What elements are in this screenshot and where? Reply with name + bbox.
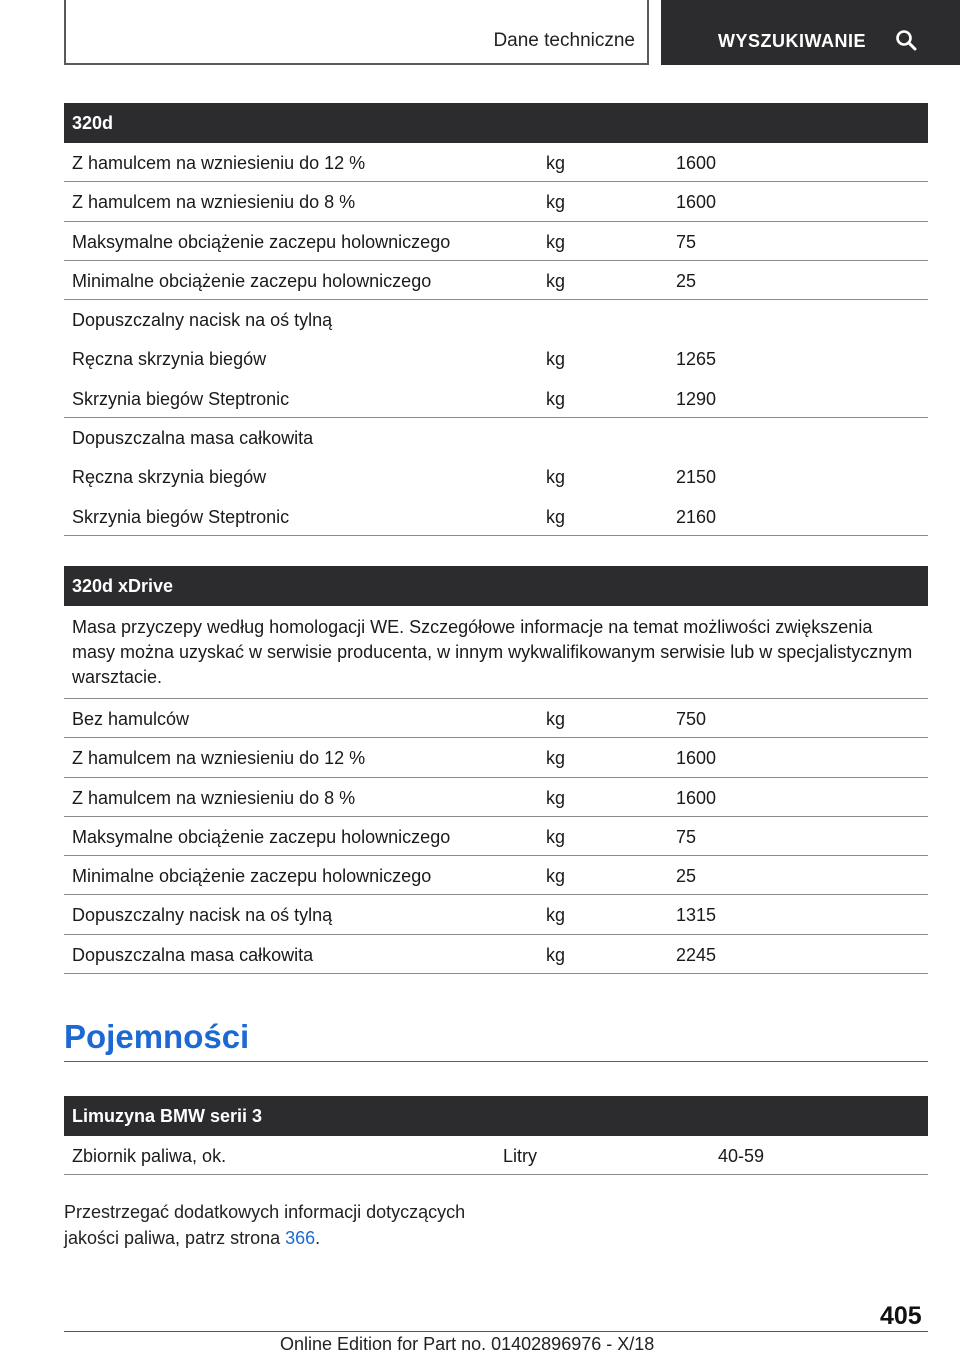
table-row (64, 1136, 928, 1175)
row-label: Dopuszczalna masa całkowita (72, 428, 314, 449)
table-row (64, 182, 928, 221)
row-value: 750 (676, 709, 707, 729)
row-value: 1290 (676, 388, 717, 409)
table-header: 320d (64, 103, 928, 143)
row-value: 1315 (676, 905, 717, 926)
section-title: Dane techniczne (493, 30, 635, 51)
search-icon (895, 29, 917, 51)
table-row (64, 143, 928, 182)
row-value: 1600 (676, 787, 717, 808)
row-label: Skrzynia biegów Steptronic (72, 506, 290, 527)
footer-edition: Online Edition for Part no. 01402896976 - X/18 (280, 1334, 655, 1354)
table-row (64, 856, 928, 895)
row-value: 2150 (676, 467, 717, 488)
row-label: Dopuszczalny nacisk na oś tylną (72, 310, 333, 331)
row-value: 75 (676, 231, 697, 252)
row-unit: kg (546, 826, 566, 847)
row-unit: kg (546, 709, 566, 729)
table-row (64, 895, 928, 934)
table-row (64, 738, 928, 777)
row-unit: kg (546, 192, 566, 213)
row-value: 25 (676, 866, 697, 887)
row-value: 2160 (676, 506, 717, 527)
row-unit: kg (546, 506, 566, 527)
table-row (64, 300, 928, 339)
page-number: 405 (880, 1302, 922, 1330)
row-unit: kg (546, 787, 566, 808)
table-row (64, 457, 928, 496)
row-unit: kg (546, 467, 566, 488)
table-row (64, 339, 928, 378)
page-link-366[interactable]: 366 (285, 1228, 316, 1248)
table-row (64, 497, 928, 536)
row-value: 1600 (676, 748, 717, 769)
row-unit: kg (546, 153, 566, 173)
table-row (64, 379, 928, 418)
row-label: Minimalne obciążenie zaczepu holowniczego (72, 866, 432, 887)
row-label: Z hamulcem na wzniesieniu do 12 % (72, 748, 366, 769)
table-row (64, 261, 928, 300)
table-capacities (64, 1096, 928, 1175)
row-unit: kg (546, 944, 566, 965)
table-320d-xdrive (64, 566, 928, 974)
row-label: Minimalne obciążenie zaczepu holowniczego (72, 270, 432, 291)
fuel-note-text: Przestrzegać dodatkowych informacji dotyczących jakości paliwa, patrz strona (64, 1202, 466, 1248)
row-unit: kg (546, 231, 566, 252)
row-label: Dopuszczalny nacisk na oś tylną (72, 905, 333, 926)
row-unit: kg (546, 270, 566, 291)
row-label: Z hamulcem na wzniesieniu do 8 % (72, 192, 356, 213)
header-section-box (64, 0, 649, 65)
row-label: Bez hamulców (72, 709, 190, 729)
table-row (64, 817, 928, 856)
table-note: Masa przyczepy według homologacji WE. Szczegółowe informacje na temat możliwości zwiększenia masy można uzyskać w serwisie producenta, w innym wykwalifikowanym serwisie lub w specjalistycznym warsztacie. (64, 606, 928, 699)
row-value: 1600 (676, 192, 717, 213)
search-label: WYSZUKIWANIE (718, 31, 866, 51)
row-label: Z hamulcem na wzniesieniu do 12 % (72, 153, 366, 173)
row-unit: kg (546, 866, 566, 887)
row-value: 75 (676, 826, 697, 847)
row-label: Z hamulcem na wzniesieniu do 8 % (72, 787, 356, 808)
row-unit: kg (546, 349, 566, 370)
table-header: Limuzyna BMW serii 3 (64, 1096, 928, 1136)
table-row (64, 935, 928, 974)
row-value: 1265 (676, 349, 717, 370)
search-button[interactable] (661, 0, 960, 65)
row-value: 40-59 (718, 1146, 765, 1166)
table-row (64, 699, 928, 738)
section-heading-text: Pojemności (64, 1018, 250, 1055)
row-label: Maksymalne obciążenie zaczepu holowniczego (72, 826, 451, 847)
fuel-note-end: . (315, 1228, 321, 1248)
row-label: Skrzynia biegów Steptronic (72, 388, 290, 409)
table-row (64, 418, 928, 457)
fuel-note (64, 1199, 484, 1251)
row-label: Ręczna skrzynia biegów (72, 349, 267, 370)
row-value: 2245 (676, 944, 717, 965)
table-row (64, 778, 928, 817)
row-value: 1600 (676, 153, 717, 173)
row-label: Maksymalne obciążenie zaczepu holowniczego (72, 231, 451, 252)
row-unit: kg (546, 388, 566, 409)
row-unit: Litry (503, 1146, 538, 1166)
section-heading (64, 1016, 928, 1062)
row-label: Dopuszczalna masa całkowita (72, 944, 314, 965)
row-label: Ręczna skrzynia biegów (72, 467, 267, 488)
table-row (64, 222, 928, 261)
row-unit: kg (546, 905, 566, 926)
footer-divider (64, 1331, 928, 1332)
table-320d (64, 103, 928, 536)
table-header: 320d xDrive (64, 566, 928, 606)
row-unit: kg (546, 748, 566, 769)
row-value: 25 (676, 270, 697, 291)
row-label: Zbiornik paliwa, ok. (72, 1146, 227, 1166)
